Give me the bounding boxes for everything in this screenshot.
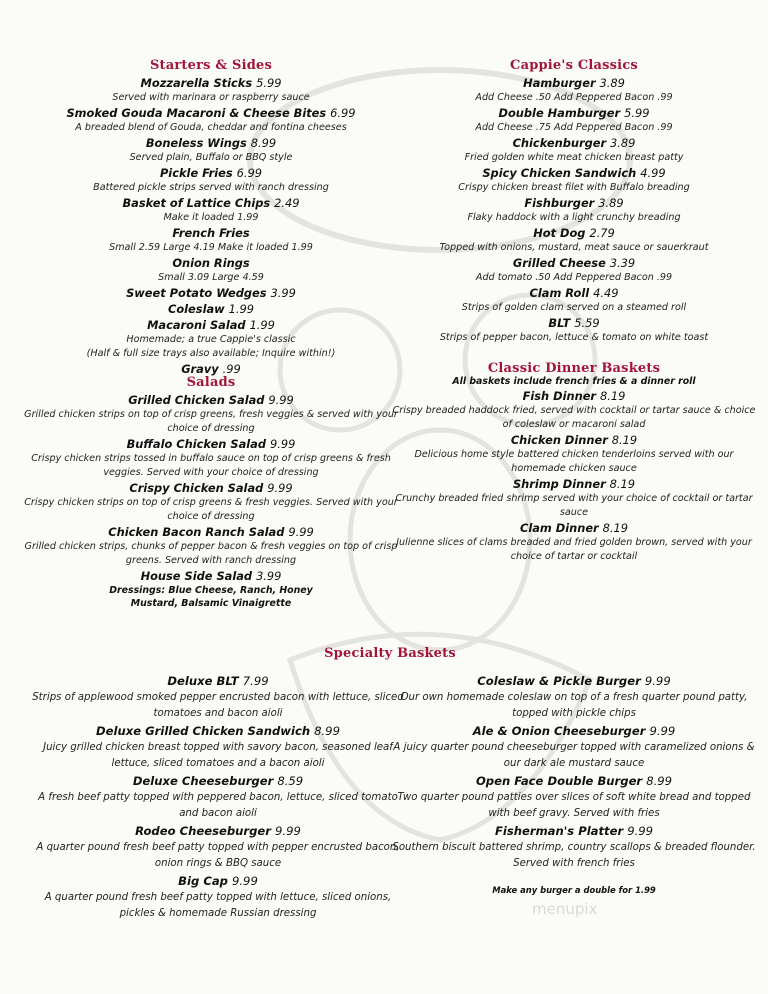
menu-item-name bbox=[392, 672, 756, 690]
menu-item-name bbox=[392, 135, 756, 151]
item-name: Hot Dog bbox=[533, 226, 586, 240]
item-price: 3.89 bbox=[599, 76, 625, 90]
menu-item-name bbox=[18, 225, 404, 241]
menu-item-name bbox=[18, 317, 404, 333]
item-price: 8.99 bbox=[314, 724, 340, 738]
menu-item-name bbox=[18, 75, 404, 91]
menu-item-name bbox=[30, 872, 406, 890]
menu-item-name bbox=[392, 520, 756, 536]
menu-item-description: Two quarter pound patties over slices of soft white bread and topped with beef gravy. Served with fries bbox=[397, 792, 751, 819]
starters-title: Starters & Sides bbox=[149, 58, 273, 73]
classics-list bbox=[392, 75, 756, 345]
item-name: Onion Rings bbox=[172, 256, 250, 270]
item-name: Boneless Wings bbox=[145, 136, 247, 150]
menu-item-name bbox=[18, 255, 404, 271]
menu-item-name bbox=[392, 822, 756, 840]
menu-item-name bbox=[392, 75, 756, 91]
item-price: 8.19 bbox=[609, 477, 636, 491]
item-price: 9.99 bbox=[288, 525, 314, 539]
item-name: Chickenburger bbox=[512, 136, 607, 150]
item-price: 3.89 bbox=[610, 136, 636, 150]
menu-item-name bbox=[30, 772, 406, 790]
classics-title: Cappie's Classics bbox=[510, 58, 638, 73]
item-price: 5.99 bbox=[256, 76, 282, 90]
item-name: Fish Dinner bbox=[522, 389, 597, 403]
item-price: 1.99 bbox=[249, 318, 275, 332]
item-name: Big Cap bbox=[178, 874, 228, 888]
item-price: 4.99 bbox=[640, 166, 666, 180]
menu-item-name bbox=[18, 301, 404, 317]
menu-item-description: A fresh beef patty topped with peppered bacon, lettuce, sliced tomato and bacon aioli bbox=[38, 792, 398, 819]
item-name: Macaroni Salad bbox=[147, 318, 246, 332]
menu-item-description: Served with marinara or raspberry sauce bbox=[112, 92, 310, 103]
salads-list bbox=[18, 392, 404, 584]
starters-list bbox=[18, 75, 404, 377]
menu-item-description: Crispy chicken strips tossed in buffalo sauce on top of crisp greens & fresh veggies. Served with your choice of dressing bbox=[31, 453, 391, 478]
menu-item-description: Julienne slices of clams breaded and fried golden brown, served with your choice of tartar or cocktail bbox=[396, 537, 752, 562]
menu-item-name bbox=[392, 195, 756, 211]
menu-item-name bbox=[392, 225, 756, 241]
item-name: Spicy Chicken Sandwich bbox=[482, 166, 637, 180]
menu-item-name bbox=[392, 772, 756, 790]
double-burger-note: Make any burger a double for 1.99 bbox=[492, 885, 656, 895]
item-name: Deluxe BLT bbox=[167, 674, 239, 688]
item-name: Ale & Onion Cheeseburger bbox=[472, 724, 646, 738]
menu-item-description: Grilled chicken strips on top of crisp greens, fresh veggies & served with your choice of dressing bbox=[24, 409, 398, 434]
item-name: Pickle Fries bbox=[159, 166, 233, 180]
item-price: 8.19 bbox=[600, 389, 626, 403]
item-price: 9.99 bbox=[644, 674, 671, 688]
menu-item-name bbox=[18, 165, 404, 181]
menu-item-description: Grilled chicken strips, chunks of pepper bacon & fresh veggies on top of crisp greens. Served with ranch dressing bbox=[24, 541, 398, 566]
menu-item-description: Juicy grilled chicken breast topped with savory bacon, seasoned leaf lettuce, sliced tomatoes and a bacon aioli bbox=[43, 742, 393, 769]
menu-item-description: Strips of golden clam served on a steamed roll bbox=[461, 302, 687, 313]
item-name: Clam Dinner bbox=[519, 521, 599, 535]
menu-item-description: Small 3.09 Large 4.59 bbox=[158, 272, 264, 283]
item-price: 8.59 bbox=[277, 774, 304, 788]
item-name: Grilled Cheese bbox=[512, 256, 606, 270]
menu-item-description: Small 2.59 Large 4.19 Make it loaded 1.99 bbox=[109, 242, 313, 253]
right-column bbox=[392, 58, 756, 564]
menu-item-name bbox=[18, 568, 404, 584]
menu-item-description: Topped with onions, mustard, meat sauce or sauerkraut bbox=[439, 242, 709, 253]
dressings-note: Dressings: Blue Cheese, Ranch, Honey Mustard, Balsamic Vinaigrette bbox=[109, 585, 313, 609]
item-price: 6.99 bbox=[330, 106, 356, 120]
item-name: Grilled Chicken Salad bbox=[128, 393, 265, 407]
menu-item-description: Crunchy breaded fried shrimp served with your choice of cocktail or tartar sauce bbox=[395, 493, 753, 518]
item-price: 4.49 bbox=[593, 286, 619, 300]
menu-item-name bbox=[392, 476, 756, 492]
menu-item-name bbox=[30, 722, 406, 740]
item-price: 9.99 bbox=[232, 874, 258, 888]
menu-item-name bbox=[392, 722, 756, 740]
item-price: 3.39 bbox=[609, 256, 636, 270]
menu-item-description: Flaky haddock with a light crunchy breading bbox=[467, 212, 681, 223]
item-name: Fisherman's Platter bbox=[494, 824, 624, 838]
item-name: Deluxe Grilled Chicken Sandwich bbox=[96, 724, 311, 738]
item-price: 3.99 bbox=[256, 569, 282, 583]
item-price: 1.99 bbox=[228, 302, 255, 316]
item-name: Sweet Potato Wedges bbox=[126, 286, 267, 300]
item-name: Fishburger bbox=[524, 196, 595, 210]
menu-item-description: Southern biscuit battered shrimp, country scallops & breaded flounder. Served with french fries bbox=[392, 842, 756, 869]
item-price: .99 bbox=[222, 362, 241, 376]
item-price: 5.99 bbox=[624, 106, 650, 120]
menu-item-description: Strips of applewood smoked pepper encrusted bacon with lettuce, sliced tomatoes and bacon aioli bbox=[32, 692, 404, 719]
item-name: Open Face Double Burger bbox=[475, 774, 643, 788]
item-name: Basket of Lattice Chips bbox=[122, 196, 271, 210]
menu-item-description: Homemade; a true Cappie's classic bbox=[126, 334, 296, 345]
item-name: Chicken Dinner bbox=[510, 433, 608, 447]
menu-item-name bbox=[18, 392, 404, 408]
menu-item-name bbox=[18, 480, 404, 496]
item-price: 7.99 bbox=[242, 674, 269, 688]
menu-item-name bbox=[18, 436, 404, 452]
menu-item-name bbox=[392, 255, 756, 271]
specialty-left-list bbox=[30, 672, 406, 922]
menu-item-description: Fried golden white meat chicken breast patty bbox=[464, 152, 684, 163]
menu-item-description: Crispy chicken strips on top of crisp greens & fresh veggies. Served with your choice of dressing bbox=[24, 497, 398, 522]
menu-item-description: Crispy breaded haddock fried, served with cocktail or tartar sauce & choice of coleslaw or macaroni salad bbox=[392, 405, 756, 430]
menu-item-name bbox=[30, 822, 406, 840]
item-name: French Fries bbox=[172, 226, 250, 240]
menu-item-description: Delicious home style battered chicken tenderloins served with our homemade chicken sauce bbox=[414, 449, 734, 474]
dinner-list bbox=[392, 388, 756, 564]
item-price: 8.99 bbox=[250, 136, 277, 150]
menu-item-description: Our own homemade coleslaw on top of a fresh quarter pound patty, topped with pickle chips bbox=[400, 692, 748, 719]
item-name: Coleslaw bbox=[167, 302, 225, 316]
item-price: 9.99 bbox=[627, 824, 654, 838]
menupix-watermark: menupix bbox=[532, 900, 598, 918]
menu-item-description: A quarter pound fresh beef patty topped with pepper encrusted bacon, onion rings & BBQ sauce bbox=[36, 842, 400, 869]
item-price: 2.79 bbox=[589, 226, 615, 240]
item-price: 8.19 bbox=[611, 433, 638, 447]
menu-item-description: A quarter pound fresh beef patty topped with lettuce, sliced onions, pickles & homemade Russian dressing bbox=[44, 892, 392, 919]
item-name: Mozzarella Sticks bbox=[140, 76, 253, 90]
menu-item-name bbox=[392, 388, 756, 404]
left-column bbox=[18, 58, 404, 610]
menu-item-description: Served plain, Buffalo or BBQ style bbox=[129, 152, 293, 163]
salads-title: Salads bbox=[186, 375, 236, 390]
item-price: 9.99 bbox=[269, 437, 296, 451]
menu-item-name bbox=[18, 135, 404, 151]
menu-item-description: Make it loaded 1.99 bbox=[163, 212, 259, 223]
item-price: 3.99 bbox=[270, 286, 296, 300]
item-name: Double Hamburger bbox=[498, 106, 621, 120]
menu-item-description: A breaded blend of Gouda, cheddar and fontina cheeses bbox=[75, 122, 347, 133]
item-price: 6.99 bbox=[236, 166, 263, 180]
item-name: Rodeo Cheeseburger bbox=[135, 824, 271, 838]
menu-item-description: Add Cheese .50 Add Peppered Bacon .99 bbox=[475, 92, 673, 103]
menu-item-name bbox=[18, 105, 404, 121]
item-price: 5.59 bbox=[574, 316, 600, 330]
item-name: Clam Roll bbox=[529, 286, 590, 300]
item-price: 8.19 bbox=[602, 521, 629, 535]
menu-item-name bbox=[392, 315, 756, 331]
item-price: 3.89 bbox=[598, 196, 624, 210]
menu-item-name bbox=[18, 195, 404, 211]
menu-item-name bbox=[392, 105, 756, 121]
item-name: House Side Salad bbox=[140, 569, 253, 583]
item-name: Buffalo Chicken Salad bbox=[126, 437, 267, 451]
menu-item-description: Crispy chicken breast filet with Buffalo breading bbox=[458, 182, 690, 193]
dinner-title: Classic Dinner Baskets bbox=[487, 361, 661, 376]
menu-item-name bbox=[392, 285, 756, 301]
menu-item-name bbox=[18, 524, 404, 540]
menu-item-name bbox=[18, 285, 404, 301]
menu-item-name bbox=[392, 432, 756, 448]
menu-item-description: Battered pickle strips served with ranch dressing bbox=[93, 182, 329, 193]
menu-item-description: Add tomato .50 Add Peppered Bacon .99 bbox=[475, 272, 673, 283]
item-name: Shrimp Dinner bbox=[512, 477, 606, 491]
item-price: 9.99 bbox=[267, 481, 293, 495]
item-name: Hamburger bbox=[523, 76, 596, 90]
item-name: Crispy Chicken Salad bbox=[129, 481, 264, 495]
item-name: Coleslaw & Pickle Burger bbox=[477, 674, 641, 688]
menu-item-description: Strips of pepper bacon, lettuce & tomato on white toast bbox=[439, 332, 709, 343]
item-price: 9.99 bbox=[275, 824, 301, 838]
item-price: 9.99 bbox=[268, 393, 294, 407]
menu-item-name bbox=[30, 672, 406, 690]
item-price: 9.99 bbox=[649, 724, 676, 738]
item-price: 2.49 bbox=[274, 196, 300, 210]
specialty-title: Specialty Baskets bbox=[324, 646, 456, 661]
item-name: Chicken Bacon Ranch Salad bbox=[108, 525, 285, 539]
menu-item-name bbox=[392, 165, 756, 181]
dinner-subtitle: All baskets include french fries & a dinner roll bbox=[452, 376, 696, 387]
item-name: Deluxe Cheeseburger bbox=[132, 774, 274, 788]
menu-item-description: Add Cheese .75 Add Peppered Bacon .99 bbox=[475, 122, 673, 133]
menu-item-description: (Half & full size trays also available; Inquire within!) bbox=[86, 348, 336, 359]
item-name: Smoked Gouda Macaroni & Cheese Bites bbox=[66, 106, 327, 120]
menu-item-description: A juicy quarter pound cheeseburger topped with caramelized onions & our dark ale mustard sauce bbox=[393, 742, 755, 769]
specialty-right-list bbox=[392, 672, 756, 896]
item-name: BLT bbox=[548, 316, 571, 330]
item-price: 8.99 bbox=[646, 774, 673, 788]
item-name: Gravy bbox=[181, 362, 219, 376]
